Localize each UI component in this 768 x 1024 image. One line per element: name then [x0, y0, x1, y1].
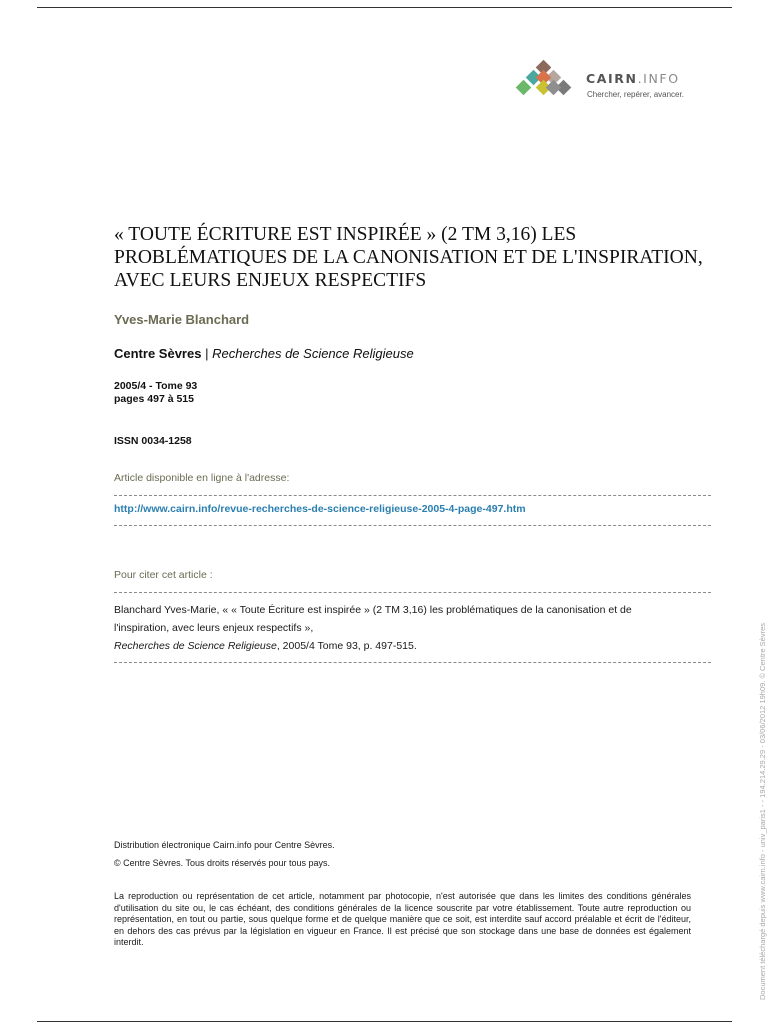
article-url-link[interactable]: http://www.cairn.info/revue-recherches-de-science-religieuse-2005-4-page-497.htm: [114, 503, 526, 515]
article-title: [114, 223, 724, 292]
journal-name: Recherches de Science Religieuse: [212, 346, 414, 361]
dashed-divider: [114, 662, 711, 663]
page-range: pages 497 à 515: [114, 393, 194, 405]
title-line: « TOUTE ÉCRITURE EST INSPIRÉE » (2 TM 3,16) LES: [114, 224, 577, 245]
cairn-diamonds-icon: [512, 60, 582, 104]
issue-info: [114, 380, 197, 406]
logo-diamond: [546, 80, 562, 96]
legal-notice: La reproduction ou représentation de cet article, notamment par photocopie, n'est autorisée que dans les limites des conditions générales d'utilisation du site ou, le cas échéant, des conditions générales de la licence souscrite par votre établissement. Toute autre reproduction ou représentation, en tout ou partie, sous quelque forme et de quelque manière que ce soit, est interdite sauf accord préalable et écrit de l'éditeur, en dehors des cas prévus par la législation en vigueur en France. Il est précisé que son stockage dans une base de données est également interdit.: [114, 891, 691, 947]
bottom-rule: [37, 1021, 732, 1022]
issn: ISSN 0034-1258: [114, 435, 192, 447]
citation-line: [114, 637, 714, 655]
cite-label: Pour citer cet article :: [114, 569, 213, 581]
citation-text: [114, 601, 714, 655]
distribution-line: Distribution électronique Cairn.info pour Centre Sèvres.: [114, 840, 335, 850]
cairn-logo[interactable]: [512, 60, 712, 104]
copyright-line: © Centre Sèvres. Tous droits réservés pour tous pays.: [114, 858, 331, 868]
author-name: Yves-Marie Blanchard: [114, 312, 250, 327]
publisher-line: [114, 346, 414, 361]
citation-details: , 2005/4 Tome 93, p. 497-515.: [276, 640, 417, 652]
citation-line: l'inspiration, avec leurs enjeux respectifs »,: [114, 622, 314, 634]
citation-line: Blanchard Yves-Marie, « « Toute Écriture est inspirée » (2 TM 3,16) les problématiques de la canonisation et de: [114, 604, 632, 616]
separator: |: [205, 346, 209, 361]
dashed-divider: [114, 592, 711, 593]
citation-journal: Recherches de Science Religieuse: [114, 640, 277, 652]
dashed-divider: [114, 525, 711, 526]
issue-number: 2005/4 - Tome 93: [114, 380, 198, 392]
logo-diamond: [516, 80, 532, 96]
title-line: PROBLÉMATIQUES DE LA CANONISATION ET DE L'INSPIRATION,: [114, 247, 703, 268]
online-label: Article disponible en ligne à l'adresse:: [114, 472, 290, 484]
download-watermark: Document téléchargé depuis www.cairn.info - univ_paris1 - - 194.214.29.29 - 03/06/2012 19h09. © Centre Sèvres: [758, 623, 767, 1000]
logo-tagline: Chercher, repérer, avancer.: [587, 90, 684, 99]
distribution-info: [114, 836, 335, 872]
logo-wordmark: CAIRN.INFO: [586, 71, 680, 86]
top-rule: [37, 7, 732, 8]
publisher-name: Centre Sèvres: [114, 346, 202, 361]
dashed-divider: [114, 495, 711, 496]
title-line: AVEC LEURS ENJEUX RESPECTIFS: [114, 270, 427, 291]
